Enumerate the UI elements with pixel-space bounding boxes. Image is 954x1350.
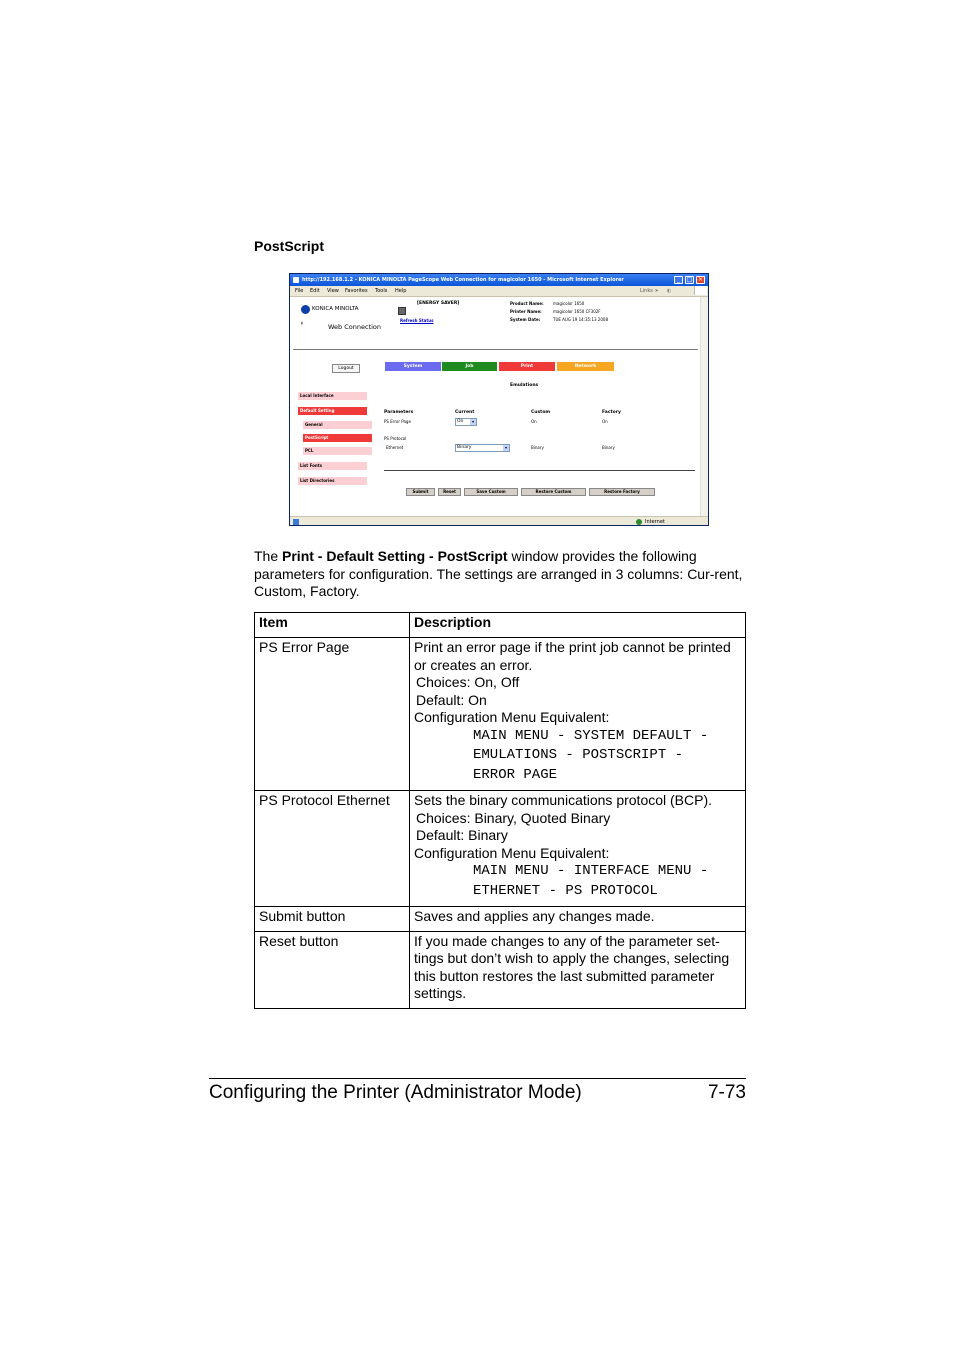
page-title: Emulations: [510, 383, 539, 388]
table-header-row: [255, 613, 746, 638]
ps-protocol-label: PS Protocol: [384, 436, 407, 441]
row-item: Reset button: [255, 931, 410, 1008]
desc-line: Choices: Binary, Quoted Binary: [416, 809, 611, 826]
section-heading: PostScript: [254, 238, 325, 254]
pagescope-logo-icon: ▮: [301, 321, 303, 325]
menu-tools[interactable]: Tools: [375, 288, 388, 294]
throbber-icon: ◐: [667, 288, 672, 294]
tab-system[interactable]: System: [385, 362, 441, 371]
paragraph-window-name: Print - Default Setting - PostScript: [282, 548, 508, 564]
sidebar-item-pcl[interactable]: PCL: [303, 447, 372, 455]
maximize-icon[interactable]: □: [686, 276, 693, 283]
desc-line: Default: On: [416, 691, 487, 708]
chevron-down-icon: ▾: [504, 445, 507, 450]
ps-error-page-custom: On: [531, 419, 537, 424]
submit-button[interactable]: Submit: [406, 488, 435, 496]
ps-protocol-factory: Binary: [602, 445, 615, 450]
row-description: If you made changes to any of the parameter set-tings but don’t wish to apply the changes, selecting this button restores the last submitted parameter settings.: [410, 931, 746, 1008]
menu-path-line: EMULATIONS - POSTSCRIPT -: [473, 747, 684, 763]
page-icon: [293, 519, 299, 525]
row-description: [410, 791, 746, 907]
ps-error-page-factory: On: [602, 419, 608, 424]
browser-titlebar: [290, 274, 708, 286]
table-row: [255, 931, 746, 1008]
vertical-scrollbar[interactable]: [700, 297, 709, 516]
desc-line: Sets the binary communications protocol (BCP).: [414, 792, 713, 808]
menu-file[interactable]: File: [295, 288, 304, 294]
browser-statusbar: [290, 516, 708, 526]
restore-factory-button[interactable]: Restore Factory: [589, 488, 655, 496]
menu-path-line: ETHERNET - PS PROTOCOL: [473, 882, 658, 899]
table-row: [255, 791, 746, 907]
ps-error-page-label: PS Error Page: [384, 419, 411, 424]
restore-custom-button[interactable]: Restore Custom: [521, 488, 586, 496]
links-label[interactable]: Links: [640, 288, 653, 294]
browser-title: http://192.168.1.2 - KONICA MINOLTA PageScope Web Connection for magicolor 1650 - Microsoft Internet Explorer: [302, 277, 624, 283]
reset-button[interactable]: Reset: [438, 488, 461, 496]
chevron-down-icon: ▾: [471, 419, 474, 424]
ie-logo-icon: [293, 277, 299, 283]
row-item: PS Protocol Ethernet: [255, 791, 410, 907]
footer-rule: [209, 1078, 746, 1079]
desc-line: Default: Binary: [416, 827, 508, 843]
col-current-header: Current: [455, 410, 475, 415]
description-paragraph: [254, 548, 746, 601]
desc-line: Configuration Menu Equivalent:: [414, 709, 610, 725]
logout-button[interactable]: Logout: [332, 364, 360, 373]
paragraph-post: window provides the following parameters for configuration. The settings are arranged in 3 columns: Cur-rent, Custom, Factory.: [254, 548, 743, 599]
table-row: [255, 638, 746, 791]
row-description: Saves and applies any changes made.: [410, 907, 746, 932]
browser-screenshot: [289, 273, 709, 526]
col-parameters-header: Parameters: [384, 410, 414, 415]
menu-edit[interactable]: Edit: [310, 288, 320, 294]
header-item: Item: [255, 613, 410, 638]
parameter-table: [254, 612, 746, 1009]
tab-print[interactable]: Print: [499, 362, 555, 371]
ps-error-page-select[interactable]: [455, 418, 477, 426]
browser-menubar: [290, 286, 708, 297]
sidebar-item-local-interface[interactable]: Local Interface: [298, 392, 367, 400]
menu-help[interactable]: Help: [395, 288, 407, 294]
sidebar-item-general[interactable]: General: [303, 421, 372, 429]
system-date-label: System Date:: [510, 317, 541, 322]
table-row: [255, 907, 746, 932]
status-zone: Internet: [645, 519, 665, 525]
browser-content: [290, 297, 700, 516]
tab-network[interactable]: Network: [557, 362, 614, 371]
ethernet-label: Ethernet: [386, 445, 404, 450]
chevron-right-icon[interactable]: »: [655, 288, 659, 294]
refresh-status-link[interactable]: Refresh Status: [400, 318, 434, 323]
sidebar-item-list-directories[interactable]: List Directories: [298, 477, 367, 485]
menu-path-line: MAIN MENU - SYSTEM DEFAULT -: [473, 727, 709, 744]
save-custom-button[interactable]: Save Custom: [464, 488, 518, 496]
close-icon[interactable]: ×: [697, 276, 704, 283]
ps-protocol-value: Binary: [457, 445, 472, 450]
minimize-icon[interactable]: _: [674, 276, 683, 284]
brand-name: KONICA MINOLTA: [312, 306, 359, 312]
desc-line: Print an error page if the print job cannot be printed or creates an error.: [414, 639, 731, 673]
printer-icon: [398, 307, 406, 315]
page-number: 7-73: [707, 1082, 746, 1103]
printer-name-value: magicolor 1650 CF302F: [553, 309, 601, 314]
ps-error-page-value: On: [457, 419, 464, 424]
paragraph-pre: The: [254, 548, 283, 564]
konica-minolta-logo-icon: [301, 305, 310, 314]
tab-job[interactable]: Job: [442, 362, 497, 371]
pagescope-label: Web Connection: [328, 323, 382, 331]
printer-name-label: Printer Name:: [510, 309, 542, 314]
col-custom-header: Custom: [531, 410, 551, 415]
windows-logo-icon: [694, 286, 707, 295]
energy-saver-status: [ENERGY SAVER]: [417, 301, 460, 306]
menu-path-line: MAIN MENU - INTERFACE MENU -: [473, 863, 709, 879]
menu-path-line: ERROR PAGE: [473, 766, 558, 783]
desc-line: Choices: On, Off: [416, 674, 520, 690]
row-description: [410, 638, 746, 791]
row-item: PS Error Page: [255, 638, 410, 791]
product-name-label: Product Name:: [510, 301, 544, 306]
globe-icon: [636, 519, 642, 525]
sidebar-item-default-setting[interactable]: Default Setting: [298, 407, 367, 415]
form-divider: [384, 470, 695, 471]
desc-line: Configuration Menu Equivalent:: [414, 844, 610, 861]
menu-view[interactable]: View: [327, 288, 339, 294]
system-date-value: TUE AUG 19 14:35:13 2008: [553, 317, 608, 322]
ps-protocol-custom: Binary: [531, 445, 544, 450]
product-name-value: magicolor 1650: [553, 301, 585, 306]
sidebar-item-postscript[interactable]: PostScript: [303, 434, 372, 442]
footer-title: Configuring the Printer (Administrator Mode): [209, 1082, 582, 1103]
col-factory-header: Factory: [602, 410, 621, 415]
header-description: Description: [410, 613, 746, 638]
menu-favorites[interactable]: Favorites: [345, 288, 368, 294]
sidebar-item-list-fonts[interactable]: List Fonts: [298, 462, 367, 470]
ps-protocol-select[interactable]: [455, 444, 510, 452]
row-item: Submit button: [255, 907, 410, 932]
header-divider: [293, 349, 698, 350]
